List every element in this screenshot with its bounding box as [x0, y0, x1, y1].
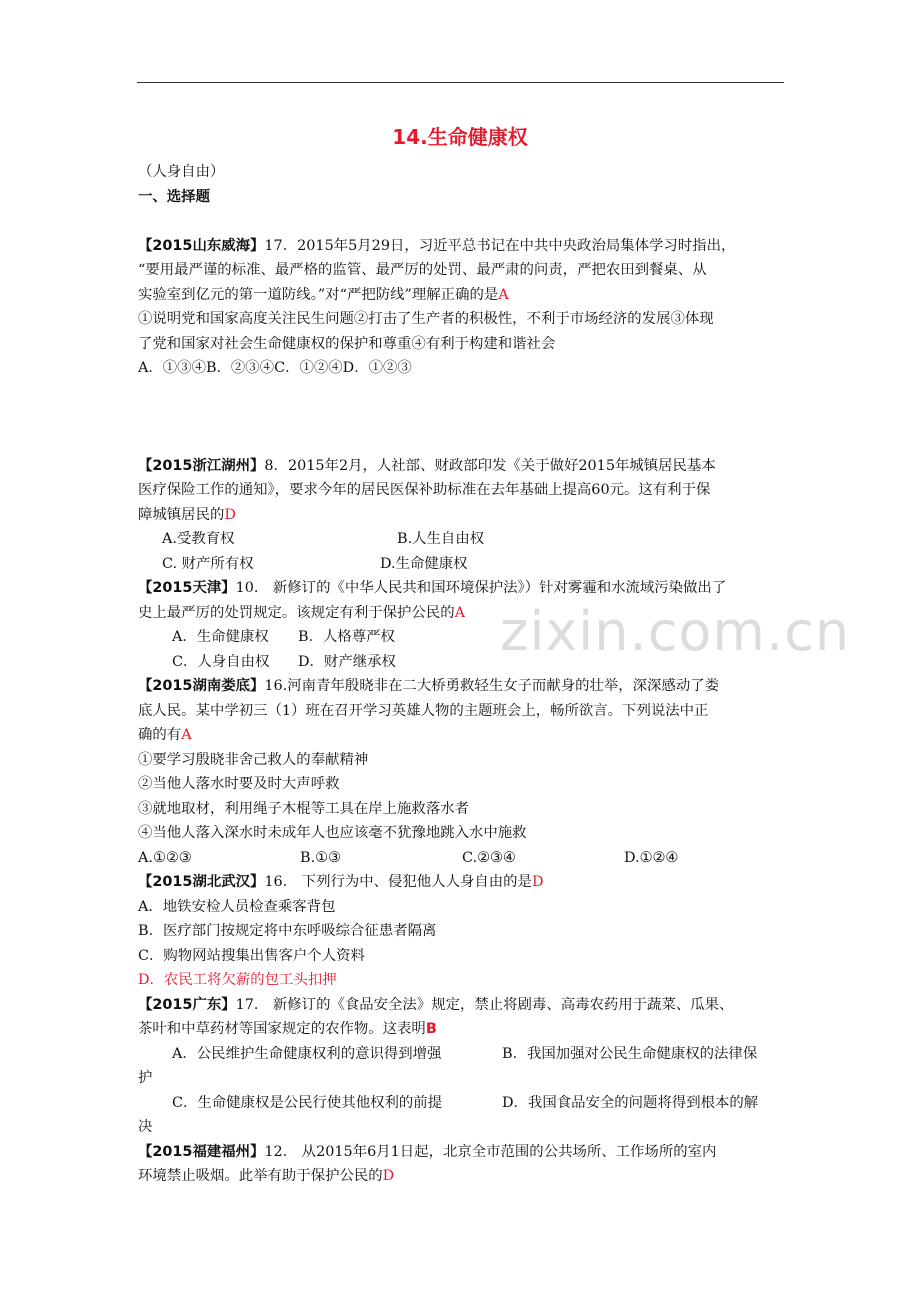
document-body — [138, 160, 790, 1189]
statement: 了党和国家对社会生命健康权的保护和尊重④有利于构建和谐社会 — [138, 335, 556, 352]
option-b: B.人生自由权 — [397, 531, 485, 547]
option-a: A．生命健康权 — [172, 629, 269, 645]
option-c: C. 财产所有权 — [162, 555, 254, 572]
question-text: 16． 下列行为中、侵犯他人人身自由的是 — [264, 874, 532, 890]
watermark: zixin.com.cn — [500, 600, 851, 663]
question-2 — [138, 454, 790, 577]
statement: ④当他人落入深水时未成年人也应该毫不犹豫地跳入水中施救 — [138, 825, 527, 841]
answer-mark: D — [224, 506, 236, 523]
option-d: D.生命健康权 — [380, 555, 468, 572]
option-b: B．我国加强对公民生命健康权的法律保 — [502, 1045, 758, 1062]
question-text: 8．2015年2月，人社部、财政部印发《关于做好2015年城镇居民基本 — [264, 457, 716, 474]
question-text: 环境禁止吸烟。此举有助于保护公民的 — [138, 1168, 383, 1184]
answer-mark: B — [425, 1021, 437, 1037]
question-text: 16.河南青年殷晓非在二大桥勇救轻生女子而献身的壮举，深深感动了娄 — [264, 678, 720, 694]
option-c: C．生命健康权是公民行使其他权利的前提 — [172, 1094, 443, 1111]
options: A．①③④B．②③④C．①②④D．①②③ — [138, 360, 412, 376]
question-text: 实验室到亿元的第一道防线。”对“严把防线”理解正确的是 — [138, 286, 499, 303]
question-text: 10． 新修订的《中华人民共和国环境保护法》）针对雾霾和水流域污染做出了 — [235, 580, 727, 596]
option-a: A．地铁安检人员检查乘客背包 — [138, 898, 336, 915]
question-source: 【2015湖北武汉】 — [138, 874, 265, 890]
question-text: 医疗保险工作的通知》，要求今年的居民医保补助标准在去年基础上提高60元。这有利于保 — [138, 482, 711, 498]
question-text: 17．2015年5月29日，习近平总书记在中共中央政治局集体学习时指出， — [264, 237, 736, 254]
question-source: 【2015天津】 — [138, 580, 236, 596]
option-d-correct: D．农民工将欠薪的包工头扣押 — [138, 972, 337, 988]
statement: ②当他人落水时要及时大声呼救 — [138, 776, 340, 792]
question-text: 史上最严厉的处罚规定。该规定有利于保护公民的 — [138, 604, 455, 621]
question-source: 【2015浙江湖州】 — [138, 457, 265, 474]
option-a: A．公民维护生命健康权利的意识得到增强 — [172, 1045, 442, 1062]
option-b: B．医疗部门按规定将中东呼吸综合征患者隔离 — [138, 923, 437, 939]
option-b-cont: 护 — [138, 1070, 153, 1086]
option-d: D．财产继承权 — [298, 653, 396, 670]
option-c: C.②③④ — [462, 849, 516, 866]
answer-mark: A — [454, 604, 466, 621]
option-c: C．购物网站搜集出售客户个人资料 — [138, 947, 365, 964]
question-source: 【2015福建福州】 — [138, 1143, 265, 1160]
question-1 — [138, 234, 790, 381]
answer-mark: A — [498, 286, 509, 303]
question-text: 确的有 — [138, 727, 182, 743]
question-text: “要用最严谨的标准、最严格的监管、最严厉的处罚、最严肃的问责，严把农田到餐桌、从 — [138, 262, 707, 278]
page-title: 14.生命健康权 — [392, 125, 528, 149]
question-source: 【2015湖南娄底】 — [138, 678, 265, 694]
question-4 — [138, 674, 790, 870]
answer-mark: D — [531, 874, 544, 890]
question-text: 茶叶和中草药材等国家规定的农作物。这表明 — [138, 1021, 426, 1037]
question-source: 【2015山东威海】 — [138, 237, 265, 254]
question-3 — [138, 576, 790, 674]
option-d: D．我国食品安全的问题将得到根本的解 — [502, 1094, 759, 1111]
option-c: C．人身自由权 — [172, 653, 270, 670]
question-5 — [138, 870, 790, 993]
option-d: D.①②④ — [624, 849, 679, 866]
question-text: 底人民。某中学初三（1）班在召开学习英雄人物的主题班会上，畅所欲言。下列说法中正 — [138, 702, 709, 719]
question-text: 17． 新修订的《食品安全法》规定，禁止将剧毒、高毒农药用于蔬菜、瓜果、 — [235, 996, 734, 1013]
statement: ①要学习殷晓非舍己救人的奉献精神 — [138, 751, 369, 768]
statement: ③就地取材，利用绳子木棍等工具在岸上施救落水者 — [138, 800, 469, 817]
question-7 — [138, 1140, 790, 1189]
question-6 — [138, 993, 790, 1140]
question-text: 12． 从2015年6月1日起，北京全市范围的公共场所、工作场所的室内 — [264, 1143, 717, 1160]
option-a: A.①②③ — [138, 849, 192, 866]
header-rule — [137, 82, 784, 83]
option-d-cont: 决 — [138, 1119, 153, 1135]
answer-mark: A — [181, 727, 192, 743]
answer-mark: D — [382, 1168, 395, 1184]
question-text: 障城镇居民的 — [138, 506, 225, 523]
option-b: B.①③ — [300, 849, 341, 866]
section-heading: 一、选择题 — [138, 188, 210, 205]
question-source: 【2015广东】 — [138, 996, 236, 1013]
option-b: B．人格尊严权 — [298, 629, 395, 645]
option-a: A.受教育权 — [162, 531, 235, 547]
statement: ①说明党和国家高度关注民生问题②打击了生产者的积极性，不利于市场经济的发展③体现 — [138, 311, 714, 327]
subtitle: （人身自由） — [138, 164, 225, 180]
